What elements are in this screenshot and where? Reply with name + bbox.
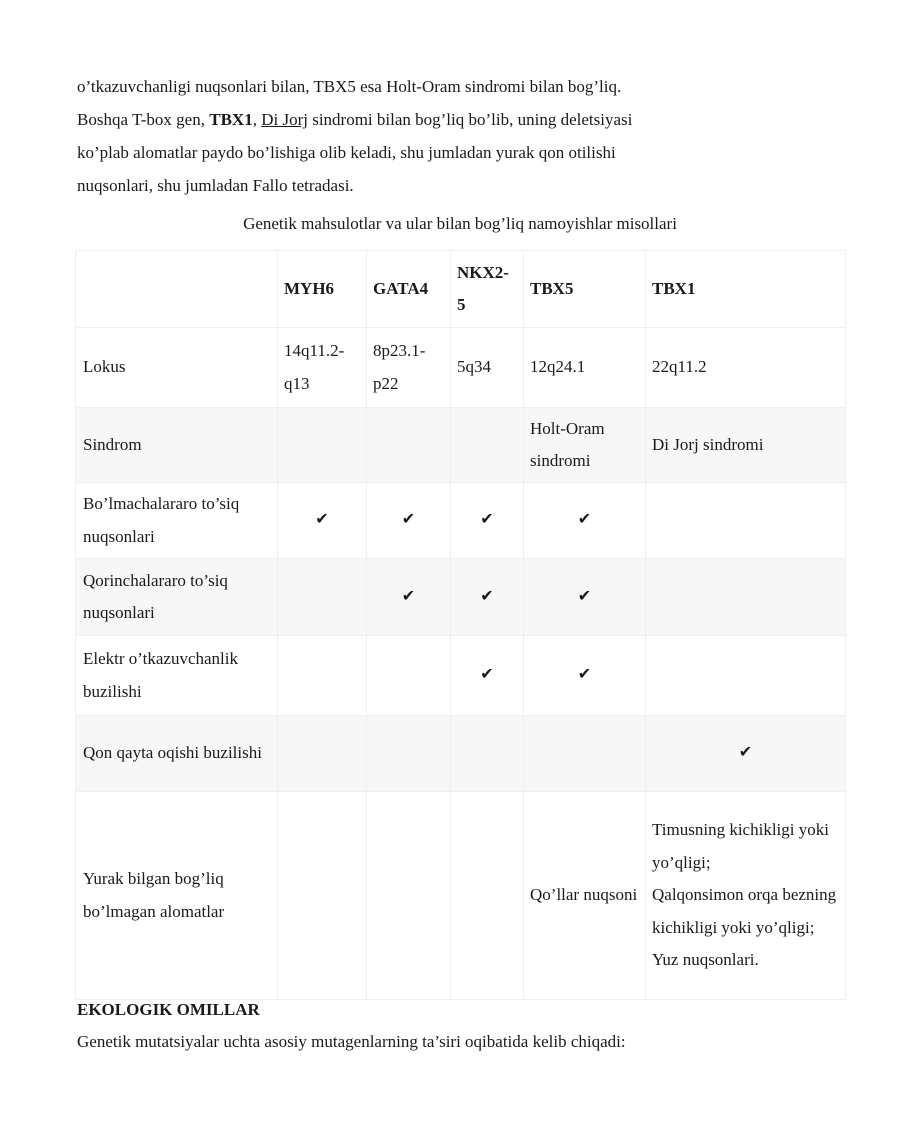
table-row xyxy=(76,559,846,636)
header-cell: GATA4 xyxy=(367,251,451,328)
check-icon: ✔ xyxy=(367,483,451,559)
check-icon: ✔ xyxy=(451,636,524,716)
paragraph-line: o’tkazuvchanligi nuqsonlari bilan, TBX5 esa Holt-Oram sindromi bilan bog’liq. xyxy=(77,77,622,96)
row-label: Lokus xyxy=(76,328,278,408)
paragraph-line: nuqsonlari, shu jumladan Fallo tetradasi. xyxy=(77,176,354,195)
row-label: Qon qayta oqishi buzilishi xyxy=(76,716,278,792)
text-span: , xyxy=(252,110,262,129)
table-row xyxy=(76,716,846,792)
table-cell: 12q24.1 xyxy=(524,328,646,408)
table-row xyxy=(76,328,846,408)
row-label: Bo’lmachalararo to’siq nuqsonlari xyxy=(76,483,278,559)
table-cell xyxy=(367,408,451,483)
row-label: Sindrom xyxy=(76,408,278,483)
table-row xyxy=(76,483,846,559)
paragraph-line: ko’plab alomatlar paydo bo’lishiga olib keladi, shu jumladan yurak qon otilishi xyxy=(77,143,616,162)
table-cell xyxy=(278,559,367,636)
row-label: Yurak bilgan bog’liq bo’lmagan alomatlar xyxy=(76,792,278,1000)
row-label: Qorinchalararo to’siq nuqsonlari xyxy=(76,559,278,636)
table-cell xyxy=(451,792,524,1000)
di-jorj-link[interactable]: Di Jorj xyxy=(261,110,308,129)
section-heading: EKOLOGIK OMILLAR xyxy=(77,1000,260,1019)
header-cell xyxy=(76,251,278,328)
header-cell: TBX5 xyxy=(524,251,646,328)
table-cell xyxy=(524,716,646,792)
table-cell xyxy=(278,792,367,1000)
section-text: Genetik mutatsiyalar uchta asosiy mutagenlarning ta’siri oqibatida kelib chiqadi: xyxy=(77,1032,626,1051)
table-cell: Qo’llar nuqsoni xyxy=(524,792,646,1000)
check-icon: ✔ xyxy=(451,559,524,636)
check-icon: ✔ xyxy=(524,559,646,636)
table-cell xyxy=(646,559,846,636)
table-cell: Holt-Oram sindromi xyxy=(524,408,646,483)
table-cell xyxy=(278,716,367,792)
genetics-table xyxy=(75,250,846,1000)
table-cell xyxy=(367,792,451,1000)
table-cell xyxy=(367,716,451,792)
check-icon: ✔ xyxy=(451,483,524,559)
header-cell: NKX2-5 xyxy=(451,251,524,328)
header-cell: MYH6 xyxy=(278,251,367,328)
table-caption: Genetik mahsulotlar va ular bilan bog’liq namoyishlar misollari xyxy=(243,214,677,233)
table-row xyxy=(76,636,846,716)
table-cell: Di Jorj sindromi xyxy=(646,408,846,483)
check-icon: ✔ xyxy=(646,716,846,792)
table-cell: 5q34 xyxy=(451,328,524,408)
check-icon: ✔ xyxy=(367,559,451,636)
header-cell: TBX1 xyxy=(646,251,846,328)
table-cell xyxy=(646,636,846,716)
table-cell xyxy=(278,408,367,483)
table-cell xyxy=(451,716,524,792)
paragraph-line xyxy=(77,104,737,137)
table-cell xyxy=(646,483,846,559)
table-container xyxy=(75,250,837,998)
check-icon: ✔ xyxy=(278,483,367,559)
table-cell xyxy=(278,636,367,716)
table-cell: 14q11.2-q13 xyxy=(278,328,367,408)
gene-name-bold: TBX1 xyxy=(209,110,253,129)
check-icon: ✔ xyxy=(524,636,646,716)
table-row xyxy=(76,408,846,483)
table-cell xyxy=(451,408,524,483)
table-cell: 22q11.2 xyxy=(646,328,846,408)
table-cell: Timusning kichikligi yoki yo’qligi; Qalqonsimon orqa bezning kichikligi yoki yo’qligi; Yuz nuqsonlari. xyxy=(646,792,846,1000)
table-cell xyxy=(367,636,451,716)
text-span: sindromi bilan bog’liq bo’lib, uning deletsiyasi xyxy=(307,110,633,129)
text-span: Boshqa T-box gen, xyxy=(77,110,210,129)
table-cell: 8p23.1-p22 xyxy=(367,328,451,408)
table-row xyxy=(76,792,846,1000)
row-label: Elektr o’tkazuvchanlik buzilishi xyxy=(76,636,278,716)
check-icon: ✔ xyxy=(524,483,646,559)
table-header-row xyxy=(76,251,846,328)
